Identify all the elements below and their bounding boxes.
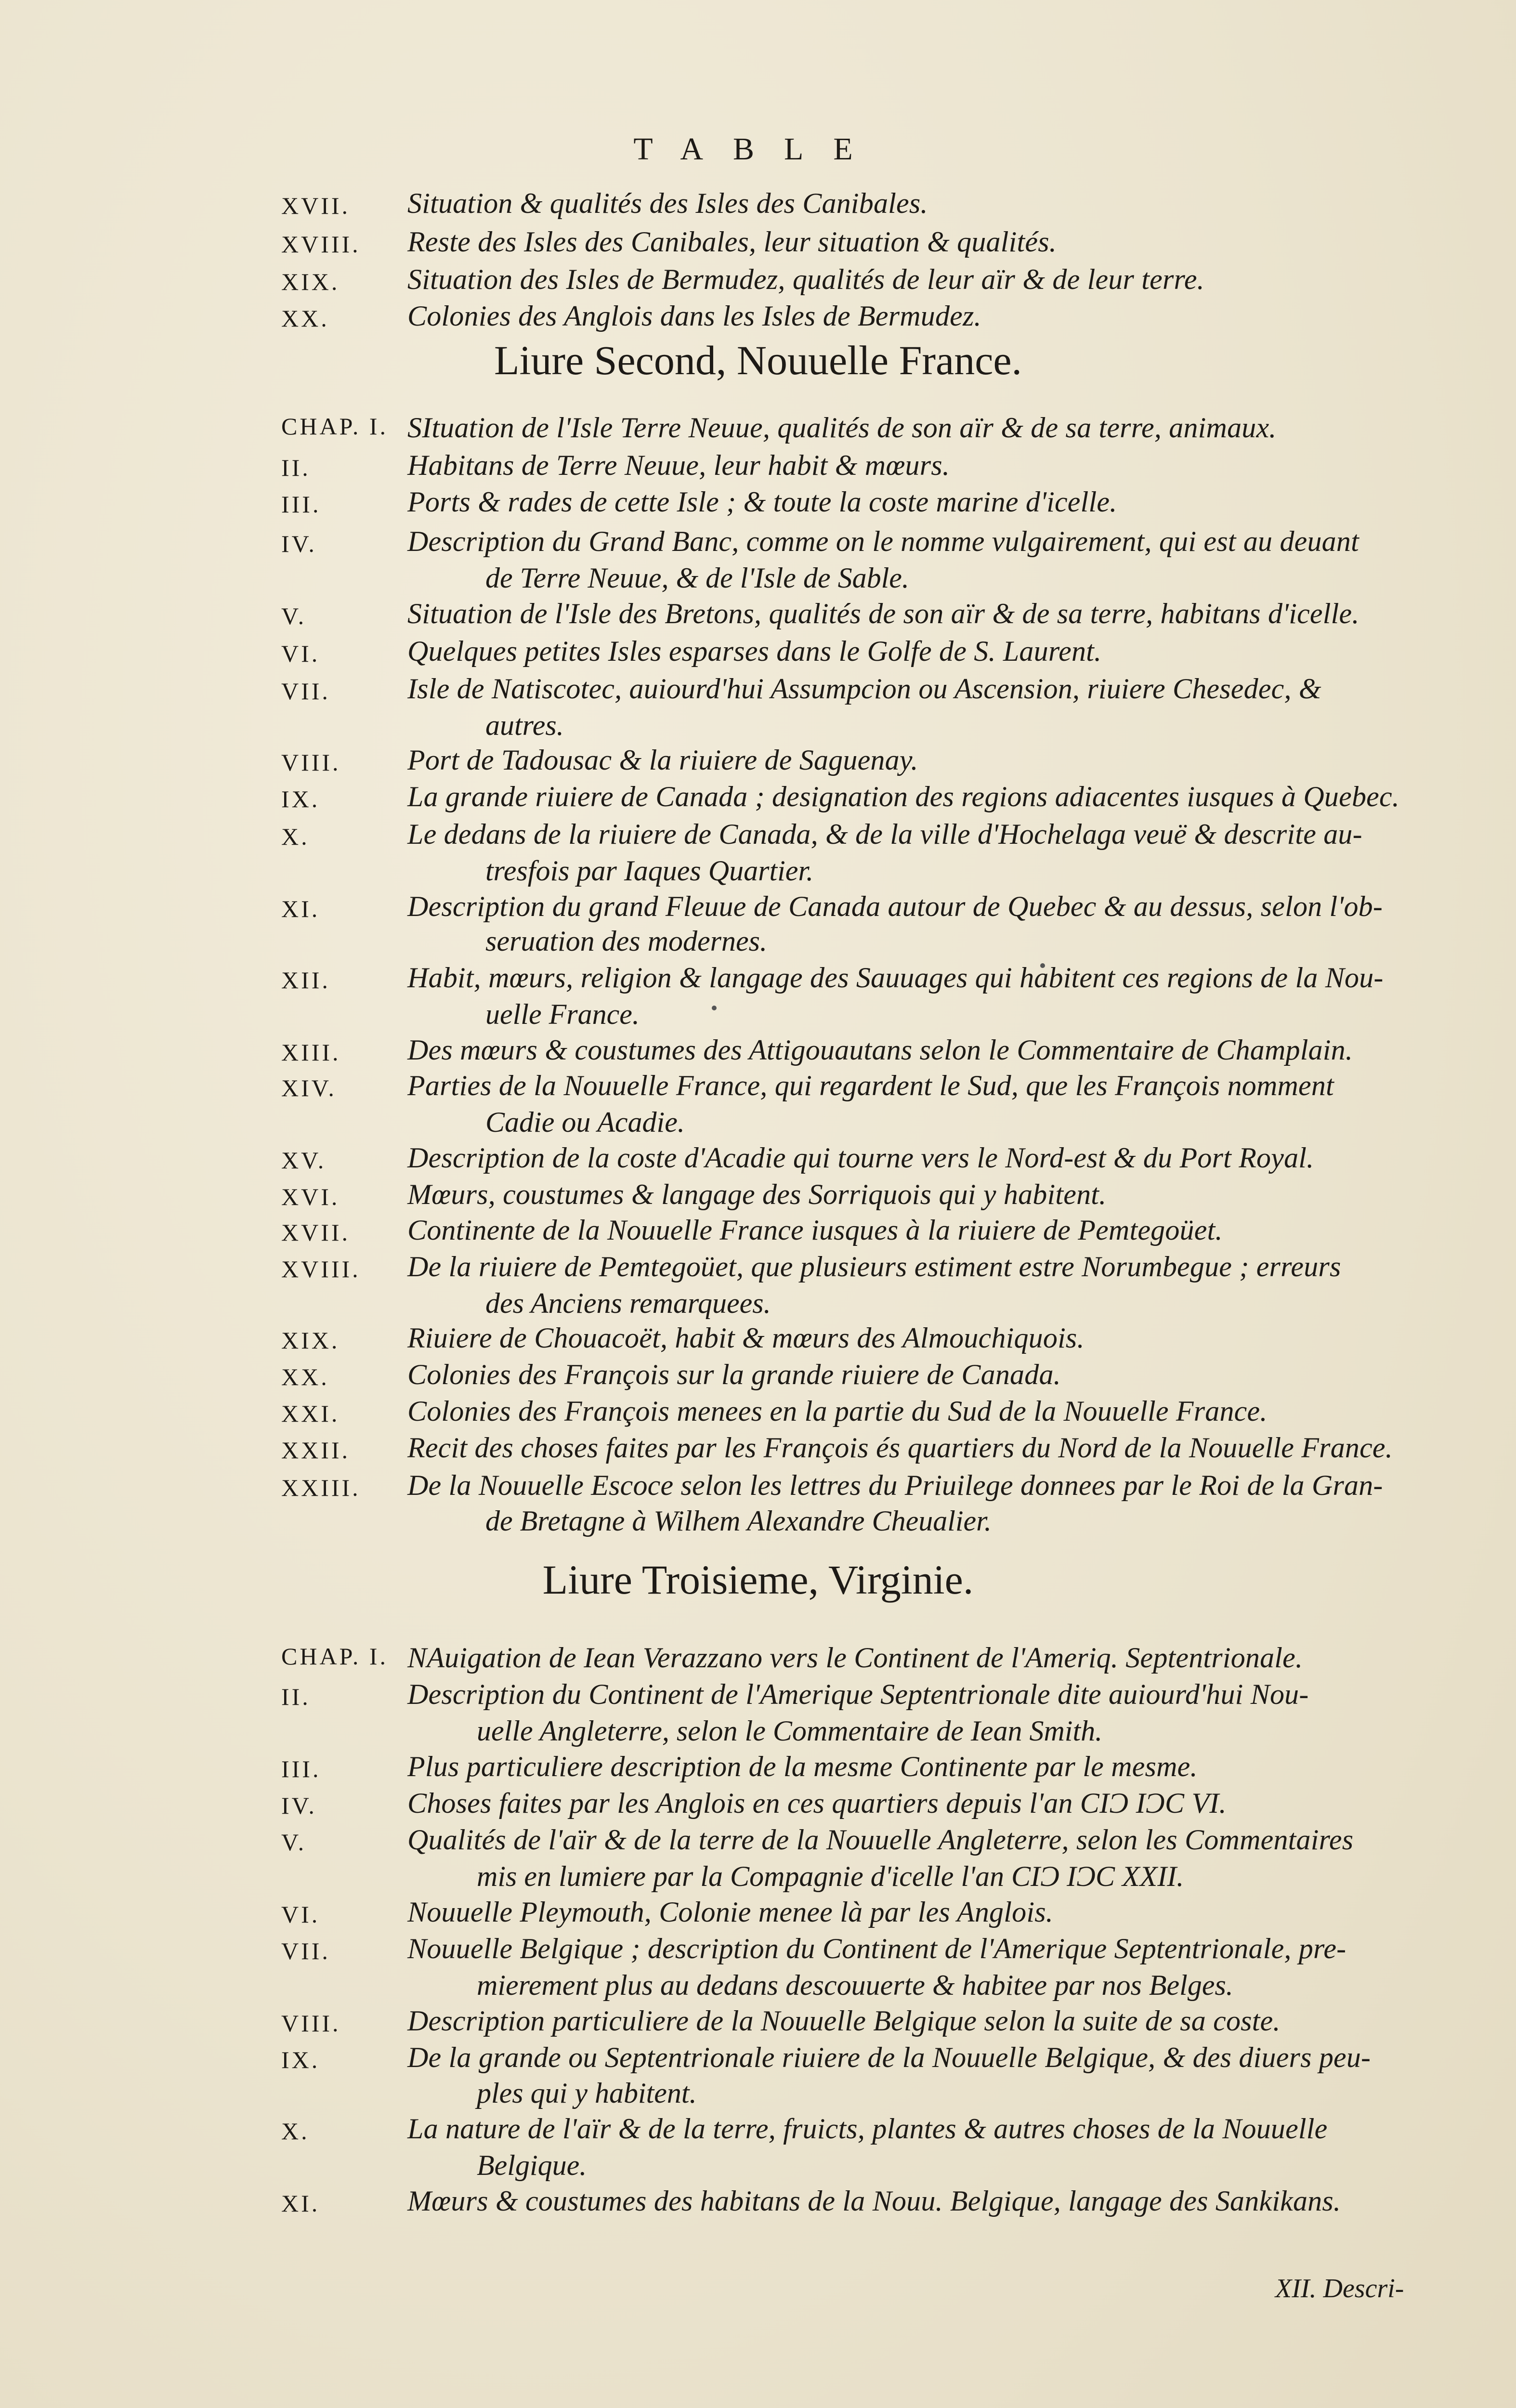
chapter-number: XIX. xyxy=(281,1327,340,1354)
page-header: TABLE xyxy=(633,131,883,167)
book-two-title: Liure Second, Nouuelle France. xyxy=(494,337,1022,383)
chapter-number: CHAP. I. xyxy=(281,1643,388,1670)
chapter-description: Nouuelle Pleymouth, Colonie menee là par les Anglois. xyxy=(407,1896,1053,1928)
chapter-description-continued: ples qui y habitent. xyxy=(477,2077,697,2109)
chapter-number: CHAP. I. xyxy=(281,413,388,440)
chapter-description: Choses faites par les Anglois en ces quartiers depuis l'an CIƆ IƆC VI. xyxy=(407,1787,1227,1819)
chapter-number: XIX. xyxy=(281,268,340,295)
chapter-description: Plus particuliere description de la mesme Continente par le mesme. xyxy=(407,1751,1198,1782)
toc-entry xyxy=(0,2113,1516,2157)
chapter-description: Situation de l'Isle des Bretons, qualités de son aïr & de sa terre, habitans d'icelle. xyxy=(407,598,1359,629)
chapter-description: Colonies des François menees en la partie du Sud de la Nouuelle France. xyxy=(407,1395,1268,1427)
chapter-description-continued: uelle Angleterre, selon le Commentaire de Iean Smith. xyxy=(477,1715,1103,1747)
chapter-description-continued: autres. xyxy=(485,709,564,741)
chapter-description: Description du Continent de l'Amerique Septentrionale dite auiourd'hui Nou- xyxy=(407,1678,1309,1710)
chapter-description: Parties de la Nouuelle France, qui regardent le Sud, que les François nomment xyxy=(407,1070,1334,1101)
chapter-number: II. xyxy=(281,1683,311,1710)
chapter-description: Colonies des François sur la grande riuiere de Canada. xyxy=(407,1359,1061,1390)
chapter-description-continued: mierement plus au dedans descouuerte & habitee par nos Belges. xyxy=(477,1969,1233,2001)
chapter-number: XXIII. xyxy=(281,1474,361,1501)
chapter-number: IX. xyxy=(281,2046,320,2073)
chapter-number: XI. xyxy=(281,2190,320,2217)
chapter-number: X. xyxy=(281,2118,310,2145)
chapter-description-continued: seruation des modernes. xyxy=(485,925,767,957)
chapter-number: IV. xyxy=(281,530,317,557)
chapter-number: XVI. xyxy=(281,1183,340,1210)
toc-entry xyxy=(0,486,1516,530)
chapter-number: VIII. xyxy=(281,749,341,776)
chapter-description: Riuiere de Chouacoët, habit & mœurs des Almouchiquois. xyxy=(407,1322,1085,1354)
chapter-description: NAuigation de Iean Verazzano vers le Continent de l'Ameriq. Septentrionale. xyxy=(407,1642,1303,1674)
chapter-number: XVIII. xyxy=(281,231,361,258)
chapter-description-continued: mis en lumiere par la Compagnie d'icelle l'an CIƆ IƆC XXII. xyxy=(477,1860,1184,1892)
chapter-description: Description du Grand Banc, comme on le nomme vulgairement, qui est au deuant xyxy=(407,525,1359,557)
chapter-number: XXI. xyxy=(281,1400,340,1427)
chapter-description-continued: Cadie ou Acadie. xyxy=(485,1106,685,1138)
chapter-number: XVIII. xyxy=(281,1256,361,1283)
toc-entry xyxy=(0,1070,1516,1113)
chapter-number: XXII. xyxy=(281,1437,351,1464)
catchword: XII. Descri- xyxy=(1275,2274,1404,2303)
chapter-description: Le dedans de la riuiere de Canada, & de la ville d'Hochelaga veuë & descrite au- xyxy=(407,818,1362,850)
chapter-number: VI. xyxy=(281,640,320,667)
chapter-number: V. xyxy=(281,1829,307,1856)
chapter-number: XIV. xyxy=(281,1074,337,1101)
book-three-title: Liure Troisieme, Virginie. xyxy=(542,1557,974,1603)
chapter-number: XI. xyxy=(281,895,320,922)
chapter-description: Mœurs, coustumes & langage des Sorriquois qui y habitent. xyxy=(407,1178,1107,1210)
chapter-description: Quelques petites Isles esparses dans le Golfe de S. Laurent. xyxy=(407,635,1102,667)
chapter-description-continued: Belgique. xyxy=(477,2149,587,2181)
toc-entry xyxy=(0,673,1516,717)
chapter-description: De la grande ou Septentrionale riuiere de la Nouuelle Belgique, & des diuers peu- xyxy=(407,2042,1371,2073)
chapter-description: Situation des Isles de Bermudez, qualités de leur aïr & de leur terre. xyxy=(407,263,1204,295)
chapter-number: XII. xyxy=(281,967,330,994)
chapter-description: De la Nouuelle Escoce selon les lettres du Priuilege donnees par le Roi de la Gran- xyxy=(407,1469,1383,1501)
chapter-number: XVII. xyxy=(281,1219,351,1246)
chapter-description: De la riuiere de Pemtegoüet, que plusieurs estiment estre Norumbegue ; erreurs xyxy=(407,1251,1341,1283)
chapter-description: Colonies des Anglois dans les Isles de Bermudez. xyxy=(407,300,981,332)
chapter-description: Habitans de Terre Neuue, leur habit & mœurs. xyxy=(407,449,950,481)
chapter-description: Des mœurs & coustumes des Attigouautans selon le Commentaire de Champlain. xyxy=(407,1034,1353,1066)
toc-entry xyxy=(0,2185,1516,2229)
chapter-number: VII. xyxy=(281,678,330,705)
chapter-number: III. xyxy=(281,491,321,518)
chapter-description: Description particuliere de la Nouuelle Belgique selon la suite de sa coste. xyxy=(407,2005,1281,2037)
chapter-description: SItuation de l'Isle Terre Neuue, qualités de son aïr & de sa terre, animaux. xyxy=(407,412,1277,444)
chapter-description: Port de Tadousac & la riuiere de Saguenay. xyxy=(407,744,918,776)
chapter-description-continued: des Anciens remarquees. xyxy=(485,1287,771,1319)
chapter-description: Reste des Isles des Canibales, leur situation & qualités. xyxy=(407,226,1057,258)
chapter-number: IV. xyxy=(281,1792,317,1819)
chapter-description: Situation & qualités des Isles des Canibales. xyxy=(407,187,928,219)
toc-entry xyxy=(0,2042,1516,2085)
chapter-description: La grande riuiere de Canada ; designation des regions adiacentes iusques à Quebec. xyxy=(407,781,1400,812)
chapter-number: III. xyxy=(281,1755,321,1782)
chapter-description: Ports & rades de cette Isle ; & toute la coste marine d'icelle. xyxy=(407,486,1117,518)
chapter-number: V. xyxy=(281,602,307,629)
chapter-number: VII. xyxy=(281,1937,330,1964)
chapter-number: XV. xyxy=(281,1147,327,1174)
chapter-description: Mœurs & coustumes des habitans de la Nouu. Belgique, langage des Sankikans. xyxy=(407,2185,1341,2217)
chapter-number: II. xyxy=(281,454,311,481)
chapter-number: XVII. xyxy=(281,192,351,219)
chapter-number: VIII. xyxy=(281,2010,341,2037)
chapter-description: Description de la coste d'Acadie qui tourne vers le Nord-est & du Port Royal. xyxy=(407,1142,1314,1174)
chapter-description-continued: de Terre Neuue, & de l'Isle de Sable. xyxy=(485,562,909,594)
chapter-description: Description du grand Fleuue de Canada autour de Quebec & au dessus, selon l'ob- xyxy=(407,890,1383,922)
chapter-description: Qualités de l'aïr & de la terre de la Nouuelle Angleterre, selon les Commentaires xyxy=(407,1824,1354,1856)
chapter-description-continued: de Bretagne à Wilhem Alexandre Cheualier. xyxy=(485,1505,992,1537)
ink-speck xyxy=(712,1006,717,1010)
chapter-number: VI. xyxy=(281,1901,320,1928)
chapter-description: Isle de Natiscotec, auiourd'hui Assumpcion ou Ascension, riuiere Chesedec, & xyxy=(407,673,1321,705)
toc-entry xyxy=(0,300,1516,344)
chapter-number: XX. xyxy=(281,305,329,332)
chapter-description: La nature de l'aïr & de la terre, fruicts, plantes & autres choses de la Nouuelle xyxy=(407,2113,1328,2145)
chapter-description-continued: tresfois par Iaques Quartier. xyxy=(485,855,814,887)
chapter-number: XX. xyxy=(281,1363,329,1390)
chapter-description: Habit, mœurs, religion & langage des Sauuages qui habitent ces regions de la Nou- xyxy=(407,962,1384,994)
chapter-description: Recit des choses faites par les François és quartiers du Nord de la Nouuelle France. xyxy=(407,1432,1393,1464)
chapter-number: IX. xyxy=(281,785,320,812)
chapter-number: XIII. xyxy=(281,1039,341,1066)
chapter-description-continued: uelle France. xyxy=(485,998,640,1030)
chapter-number: X. xyxy=(281,823,310,850)
chapter-description: Continente de la Nouuelle France iusques à la riuiere de Pemtegoüet. xyxy=(407,1214,1223,1246)
chapter-description: Nouuelle Belgique ; description du Continent de l'Amerique Septentrionale, pre- xyxy=(407,1933,1346,1964)
toc-entry xyxy=(0,962,1516,1006)
